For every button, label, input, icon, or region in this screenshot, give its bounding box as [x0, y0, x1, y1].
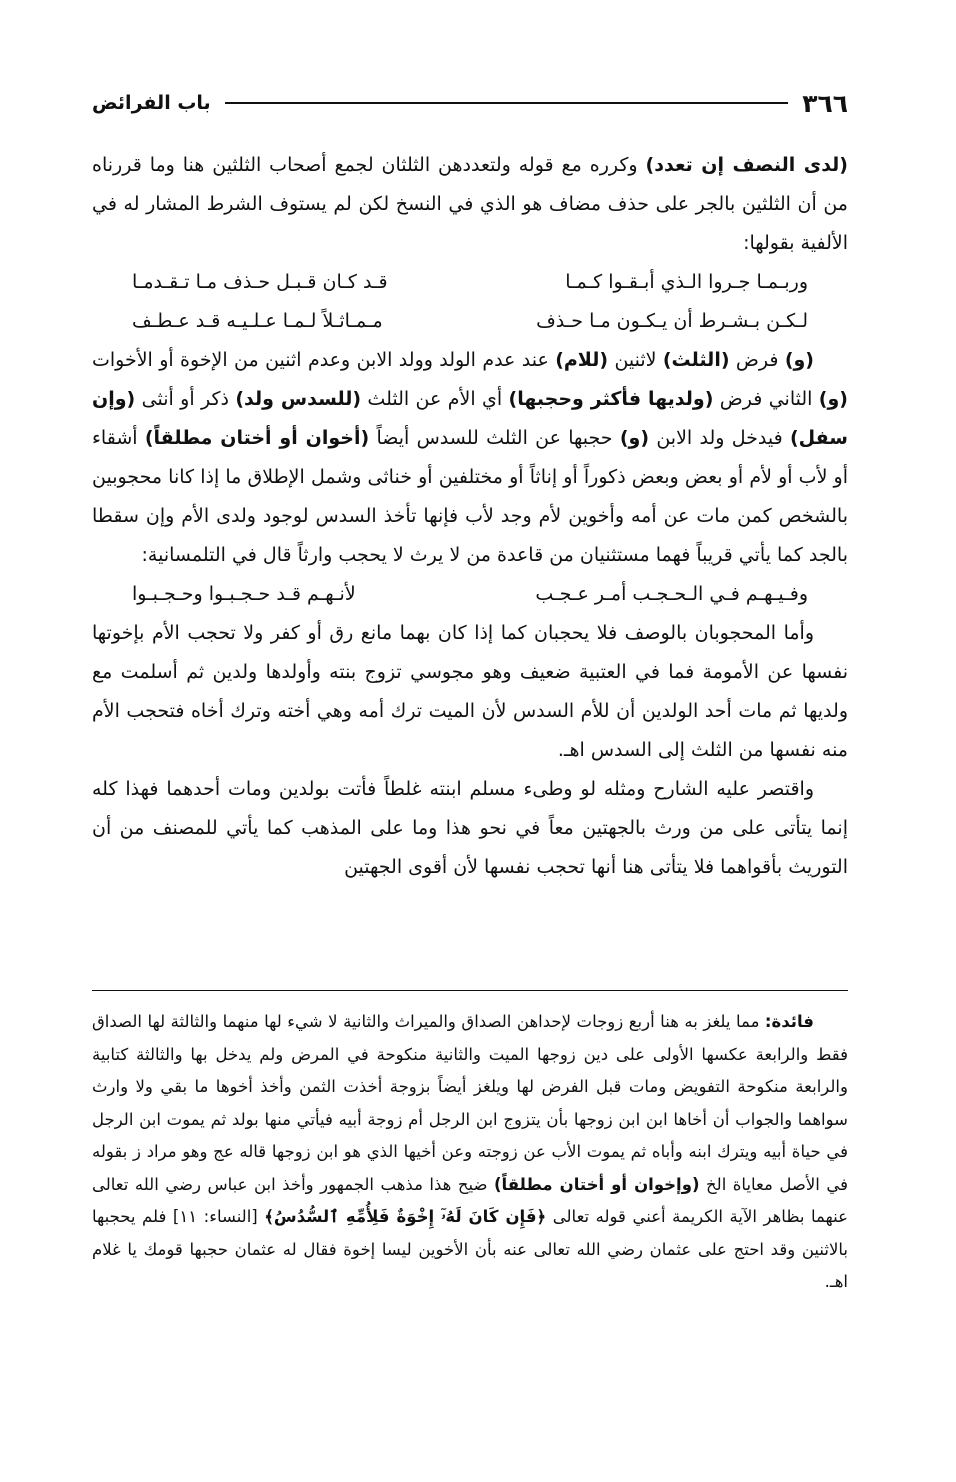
verse-hemistich-first: لـكـن بـشـرط أن يـكـون مـا حـذف [536, 310, 808, 332]
verse-line-2 [92, 302, 848, 341]
footnote-text: ضيح هذا مذهب الجمهور وأخذ ابن عباس رضي الله تعالى عنهما بظاهر الآية الكريمة أعني قوله تعالى [92, 1174, 848, 1226]
commentary-text: حجبها عن الثلث للسدس أيضاً [369, 427, 620, 449]
footnote-text: [النساء: ١١] فلم يحجبها بالاثنين وقد احتج على عثمان رضي الله تعالى عنه بأن الأخوين ليسا إخوة فقال له عثمان حجبها قومك يا غلام اهـ. [92, 1207, 848, 1291]
commentary-text: لاثنين [608, 349, 663, 371]
footnote-text: مما يلغز به هنا أربع زوجات لإحداهن الصداق والميراث والثانية لا شيء لها منهما والثالثة لها الصداق فقط والرابعة عكسها الأولى على دين زوجها الميت والثانية منكوحة في المرض ولم يدخل بها والثالثة كتابية والرابعة منكوحة التفويض ومات قبل الفرض لها ويلغز أيضاً بزوجة أخذت الثمن وأخذ أخوها ما بقي ولا وارث سواهما والجواب أن أخاها ابن ابن زوجها بأن يتزوج ابن الرجل أم زوجة أبيه فيأتي منها بولد ثم يموت ابن الرجل في حياة أبيه ويترك ابنه وأباه ثم يموت الأب عن زوجته وعن أخيها الذي هو ابن زوجها قاله عج وهو مراد ز بقوله في الأصل معاياة الخ [92, 1012, 848, 1194]
footnotes [92, 1006, 848, 1299]
matn-phrase: (للام) [555, 349, 609, 371]
main-text [92, 146, 848, 887]
matn-phrase: (و) [619, 427, 650, 449]
commentary-text: فرض [729, 349, 785, 371]
verse-hemistich-second: قـد كـان قـبـل حـذف مـا تـقـدمـا [132, 271, 388, 293]
verse-hemistich-first: وربـمـا جـروا الـذي أبـقـوا كـمـا [565, 271, 808, 293]
matn-phrase: (لدى النصف إن تعدد) [645, 154, 848, 176]
commentary-text: عند عدم الولد وولد الابن وعدم اثنين من الإخوة أو الأخوات [92, 349, 556, 371]
quran-verse: ﴿فَإِن كَانَ لَهُۥٓ إِخْوَةٌ فَلِأُمِّهِ ٱلسُّدُسُ﴾ [264, 1207, 547, 1226]
matn-phrase: (و) [818, 388, 848, 410]
matn-phrase: (وإن سفل) [92, 388, 848, 449]
page-number: ٣٦٦ [802, 88, 848, 118]
page-header [92, 86, 848, 120]
commentary-text: أي الأم عن الثلث [361, 388, 509, 410]
paragraph-4: واقتصر عليه الشارح ومثله لو وطىء مسلم ابنته غلطاً فأتت بولدين ومات أحدهما فهذا كله إنما يتأتى على من ورث بالجهتين معاً في نحو هذا وما على المذهب كما يأتي للمصنف من أن التوريث بأقواهما فلا يتأتى هنا أنها تحجب نفسها لأن أقوى الجهتين [92, 778, 848, 878]
verse-hemistich-first: وفـيـهـم فـي الـحـجـب أمـر عـجـب [535, 583, 808, 605]
commentary-text: فيدخل ولد الابن [649, 427, 790, 449]
matn-phrase: (الثلث) [662, 349, 730, 371]
matn-phrase: (للسدس ولد) [235, 388, 362, 410]
paragraph-1 [92, 146, 848, 263]
commentary-text: أشقاء أو لأب أو لأم أو بعض وبعض ذكوراً أو إناثاً أو مختلفين أو خناثى وشمل الإطلاق ما إذا كانا محجوبين بالشخص كمن مات عن أمه وأخوين لأم وجد لأب فإنها تأخذ السدس لوجود ولدى الأم وإن سقطا بالجد كما يأتي قريباً فهما مستثنيان من قاعدة من لا يرث لا يحجب وارثاً قال في التلمسانية: [92, 427, 848, 566]
matn-phrase: (وإخوان أو أختان مطلقاً) [493, 1174, 700, 1194]
paragraph-3: وأما المحجوبان بالوصف فلا يحجبان كما إذا كان بهما مانع رق أو كفر ولا تحجب الأم بإخوتها نفسها عن الأمومة فما في العتبية ضعيف وهو مجوسي تزوج بنته وأولدها ولدين ثم أسلمت مع ولديها ثم مات أحد الولدين أن للأم السدس لأن الميت ترك أمه وهي أخته وترك أخاه فتحجب الأم منه نفسها من الثلث إلى السدس اهـ. [92, 622, 848, 761]
chapter-title: باب الفرائض [92, 92, 211, 114]
commentary-text: ذكر أو أنثى [135, 388, 236, 410]
header-rule [225, 102, 789, 104]
footnote-paragraph [92, 1006, 848, 1299]
matn-phrase: (أخوان أو أختان مطلقاً) [144, 427, 370, 449]
verse-hemistich-second: لأنـهـم قـد حـجـبـوا وحـجـبـوا [132, 583, 356, 605]
paragraph-2 [92, 341, 848, 575]
matn-phrase: (ولديها فأكثر وحجبها) [508, 388, 714, 410]
commentary-text: الثاني فرض [713, 388, 819, 410]
verse-hemistich-second: مـمـاثـلاً لـمـا عـلـيـه قـد عـطـف [132, 310, 383, 332]
commentary-text: وكرره مع قوله ولتعددهن الثلثان لجمع أصحاب الثلثين هنا وما قررناه من أن الثلثين بالجر على حذف مضاف هو الذي في النسخ لكن لم يستوف الشرط المشار له في الألفية بقولها: [92, 154, 848, 254]
verse-line-1 [92, 263, 848, 302]
footnote-separator [92, 990, 848, 991]
matn-phrase: (و) [784, 349, 814, 371]
footnote-label: فائدة: [764, 1012, 814, 1031]
verse-line-3 [92, 575, 848, 614]
